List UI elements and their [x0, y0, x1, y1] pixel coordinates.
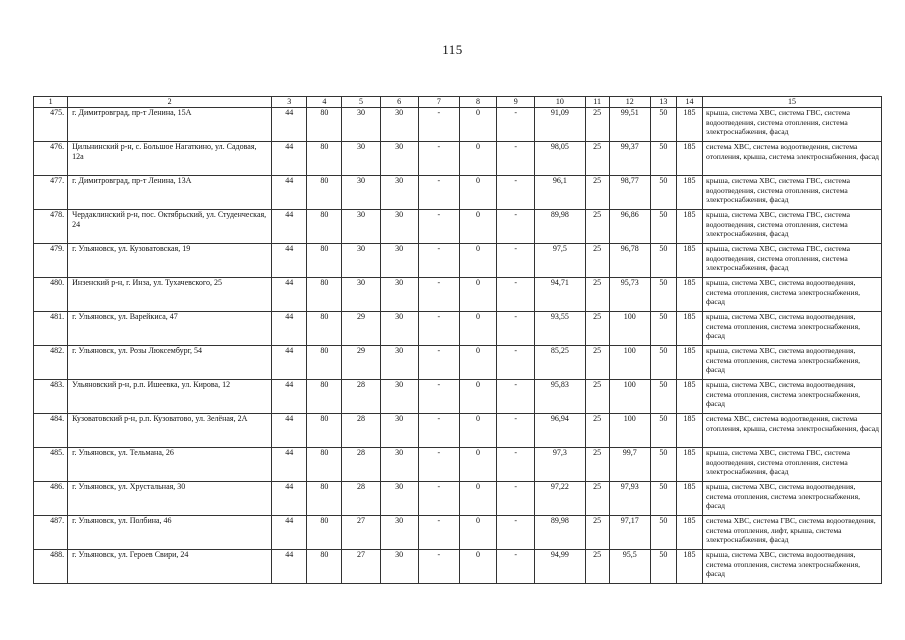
row-number: 475. [34, 108, 68, 142]
value-cell: 94,99 [535, 550, 585, 584]
table-row [34, 448, 882, 482]
value-cell: 28 [342, 482, 380, 516]
works-list-cell: крыша, система ХВС, система ГВС, система водоотведения, система отопления, система электроснабжения, фасад [703, 176, 882, 210]
value-cell: 100 [609, 414, 650, 448]
value-cell: 89,98 [535, 516, 585, 550]
works-list-cell: крыша, система ХВС, система ГВС, система водоотведения, система отопления, система электроснабжения, фасад [703, 244, 882, 278]
column-header: 14 [676, 97, 702, 108]
value-cell: 30 [380, 346, 418, 380]
value-cell: 30 [380, 312, 418, 346]
works-list-cell: крыша, система ХВС, система ГВС, система водоотведения, система отопления, система электроснабжения, фасад [703, 210, 882, 244]
row-number: 480. [34, 278, 68, 312]
value-cell: 30 [380, 516, 418, 550]
value-cell: - [497, 346, 535, 380]
value-cell: 185 [676, 550, 702, 584]
column-header: 2 [68, 97, 272, 108]
value-cell: 93,55 [535, 312, 585, 346]
value-cell: 29 [342, 346, 380, 380]
works-list-cell: система ХВС, система водоотведения, система отопления, крыша, система электроснабжения, фасад [703, 414, 882, 448]
value-cell: 185 [676, 346, 702, 380]
value-cell: 0 [459, 176, 496, 210]
address-cell: Ульяновский р-н, р.п. Ишеевка, ул. Кирова, 12 [68, 380, 272, 414]
value-cell: - [497, 516, 535, 550]
value-cell: 185 [676, 244, 702, 278]
value-cell: 30 [342, 108, 380, 142]
works-list-cell: система ХВС, система ГВС, система водоотведения, система отопления, лифт, крыша, система электроснабжения, фасад [703, 516, 882, 550]
value-cell: - [418, 108, 459, 142]
value-cell: - [418, 550, 459, 584]
value-cell: 50 [650, 482, 676, 516]
value-cell: 95,83 [535, 380, 585, 414]
value-cell: 89,98 [535, 210, 585, 244]
value-cell: 97,22 [535, 482, 585, 516]
table-row [34, 312, 882, 346]
value-cell: 80 [307, 176, 342, 210]
value-cell: - [497, 448, 535, 482]
value-cell: 80 [307, 346, 342, 380]
value-cell: 185 [676, 482, 702, 516]
page-number: 115 [442, 42, 463, 57]
value-cell: 80 [307, 312, 342, 346]
address-cell: Кузоватовский р-н, р.п. Кузоватово, ул. Зелёная, 2А [68, 414, 272, 448]
value-cell: 185 [676, 210, 702, 244]
value-cell: 50 [650, 312, 676, 346]
value-cell: - [497, 482, 535, 516]
address-cell: г. Ульяновск, ул. Хрустальная, 30 [68, 482, 272, 516]
column-header: 11 [585, 97, 609, 108]
value-cell: 44 [272, 482, 307, 516]
value-cell: 25 [585, 414, 609, 448]
address-cell: Чердаклинский р-н, пос. Октябрьский, ул. Студенческая, 24 [68, 210, 272, 244]
value-cell: 91,09 [535, 108, 585, 142]
row-number: 481. [34, 312, 68, 346]
value-cell: - [418, 346, 459, 380]
works-list-cell: крыша, система ХВС, система водоотведения, система отопления, система электроснабжения, фасад [703, 550, 882, 584]
value-cell: 30 [380, 550, 418, 584]
value-cell: 80 [307, 380, 342, 414]
value-cell: 50 [650, 380, 676, 414]
table-row [34, 482, 882, 516]
works-list-cell: крыша, система ХВС, система водоотведения, система отопления, система электроснабжения, фасад [703, 380, 882, 414]
value-cell: 97,3 [535, 448, 585, 482]
value-cell: 30 [380, 482, 418, 516]
works-list-cell: система ХВС, система водоотведения, система отопления, крыша, система электроснабжения, фасад [703, 142, 882, 176]
address-cell: Инзенский р-н, г. Инза, ул. Тухачевского, 25 [68, 278, 272, 312]
value-cell: 99,7 [609, 448, 650, 482]
value-cell: 80 [307, 516, 342, 550]
value-cell: 80 [307, 142, 342, 176]
value-cell: 25 [585, 448, 609, 482]
column-header: 8 [459, 97, 496, 108]
value-cell: - [418, 210, 459, 244]
column-header: 1 [34, 97, 68, 108]
value-cell: 44 [272, 414, 307, 448]
value-cell: 50 [650, 448, 676, 482]
value-cell: 99,51 [609, 108, 650, 142]
value-cell: 98,05 [535, 142, 585, 176]
value-cell: 25 [585, 482, 609, 516]
value-cell: 28 [342, 380, 380, 414]
value-cell: 0 [459, 142, 496, 176]
value-cell: - [418, 414, 459, 448]
value-cell: - [497, 312, 535, 346]
value-cell: 97,5 [535, 244, 585, 278]
table-row [34, 210, 882, 244]
value-cell: 96,1 [535, 176, 585, 210]
value-cell: - [497, 142, 535, 176]
value-cell: 80 [307, 550, 342, 584]
row-number: 477. [34, 176, 68, 210]
value-cell: 25 [585, 244, 609, 278]
value-cell: 0 [459, 550, 496, 584]
row-number: 486. [34, 482, 68, 516]
value-cell: 25 [585, 142, 609, 176]
table-row [34, 108, 882, 142]
table-row [34, 346, 882, 380]
row-number: 488. [34, 550, 68, 584]
value-cell: - [418, 448, 459, 482]
value-cell: 0 [459, 346, 496, 380]
value-cell: 44 [272, 346, 307, 380]
value-cell: - [497, 550, 535, 584]
value-cell: 44 [272, 550, 307, 584]
value-cell: 44 [272, 380, 307, 414]
address-cell: г. Димитровград, пр-т Ленина, 15А [68, 108, 272, 142]
column-header: 3 [272, 97, 307, 108]
value-cell: 185 [676, 516, 702, 550]
address-cell: г. Ульяновск, ул. Кузоватовская, 19 [68, 244, 272, 278]
value-cell: - [418, 176, 459, 210]
value-cell: 44 [272, 516, 307, 550]
value-cell: 0 [459, 108, 496, 142]
value-cell: - [418, 278, 459, 312]
value-cell: 44 [272, 142, 307, 176]
column-header: 10 [535, 97, 585, 108]
address-cell: г. Ульяновск, ул. Варейкиса, 47 [68, 312, 272, 346]
address-cell: г. Ульяновск, ул. Розы Люксембург, 54 [68, 346, 272, 380]
value-cell: - [418, 312, 459, 346]
value-cell: 44 [272, 448, 307, 482]
address-cell: г. Ульяновск, ул. Тельмана, 26 [68, 448, 272, 482]
value-cell: 50 [650, 346, 676, 380]
value-cell: 28 [342, 448, 380, 482]
value-cell: 96,94 [535, 414, 585, 448]
value-cell: 0 [459, 312, 496, 346]
row-number: 478. [34, 210, 68, 244]
value-cell: 50 [650, 210, 676, 244]
housing-register-table [33, 96, 882, 584]
value-cell: 96,86 [609, 210, 650, 244]
value-cell: 0 [459, 244, 496, 278]
value-cell: 185 [676, 108, 702, 142]
value-cell: 97,93 [609, 482, 650, 516]
column-header: 15 [703, 97, 882, 108]
value-cell: 0 [459, 414, 496, 448]
column-header: 5 [342, 97, 380, 108]
value-cell: 185 [676, 380, 702, 414]
address-cell: г. Ульяновск, ул. Героев Свири, 24 [68, 550, 272, 584]
value-cell: 44 [272, 210, 307, 244]
row-number: 476. [34, 142, 68, 176]
works-list-cell: крыша, система ХВС, система ГВС, система водоотведения, система отопления, система электроснабжения, фасад [703, 448, 882, 482]
value-cell: 44 [272, 278, 307, 312]
value-cell: 0 [459, 210, 496, 244]
value-cell: 0 [459, 380, 496, 414]
address-cell: г. Ульяновск, ул. Полбина, 46 [68, 516, 272, 550]
value-cell: 85,25 [535, 346, 585, 380]
value-cell: 30 [342, 176, 380, 210]
value-cell: - [497, 244, 535, 278]
value-cell: 25 [585, 312, 609, 346]
value-cell: 25 [585, 380, 609, 414]
value-cell: 0 [459, 482, 496, 516]
value-cell: 44 [272, 176, 307, 210]
value-cell: 80 [307, 482, 342, 516]
value-cell: 50 [650, 108, 676, 142]
value-cell: 30 [380, 244, 418, 278]
value-cell: - [497, 278, 535, 312]
value-cell: 50 [650, 516, 676, 550]
value-cell: 30 [342, 278, 380, 312]
value-cell: 96,78 [609, 244, 650, 278]
value-cell: 94,71 [535, 278, 585, 312]
value-cell: 80 [307, 414, 342, 448]
value-cell: 50 [650, 244, 676, 278]
value-cell: 30 [380, 380, 418, 414]
column-header: 4 [307, 97, 342, 108]
value-cell: 50 [650, 176, 676, 210]
works-list-cell: крыша, система ХВС, система водоотведения, система отопления, система электроснабжения, фасад [703, 312, 882, 346]
value-cell: 185 [676, 278, 702, 312]
value-cell: 185 [676, 176, 702, 210]
value-cell: - [497, 210, 535, 244]
value-cell: 50 [650, 142, 676, 176]
value-cell: 185 [676, 312, 702, 346]
column-number-row [34, 97, 882, 108]
table-row [34, 142, 882, 176]
value-cell: 27 [342, 516, 380, 550]
table-row [34, 176, 882, 210]
column-header: 12 [609, 97, 650, 108]
value-cell: 80 [307, 244, 342, 278]
value-cell: - [497, 414, 535, 448]
value-cell: - [418, 380, 459, 414]
value-cell: 30 [380, 448, 418, 482]
table-row [34, 380, 882, 414]
value-cell: 0 [459, 278, 496, 312]
works-list-cell: крыша, система ХВС, система ГВС, система водоотведения, система отопления, система электроснабжения, фасад [703, 108, 882, 142]
value-cell: 25 [585, 278, 609, 312]
column-header: 6 [380, 97, 418, 108]
value-cell: 29 [342, 312, 380, 346]
address-cell: Цильнинский р-н, с. Большое Нагаткино, ул. Садовая, 12а [68, 142, 272, 176]
value-cell: - [418, 244, 459, 278]
table-row [34, 550, 882, 584]
table-body [34, 108, 882, 584]
value-cell: 44 [272, 108, 307, 142]
value-cell: - [418, 482, 459, 516]
value-cell: - [418, 142, 459, 176]
value-cell: 30 [380, 414, 418, 448]
value-cell: 25 [585, 108, 609, 142]
value-cell: 25 [585, 346, 609, 380]
value-cell: 185 [676, 414, 702, 448]
value-cell: 44 [272, 244, 307, 278]
value-cell: 30 [342, 210, 380, 244]
value-cell: 50 [650, 278, 676, 312]
row-number: 485. [34, 448, 68, 482]
value-cell: 30 [380, 108, 418, 142]
value-cell: 50 [650, 414, 676, 448]
address-cell: г. Димитровград, пр-т Ленина, 13А [68, 176, 272, 210]
table-row [34, 414, 882, 448]
table-row [34, 516, 882, 550]
works-list-cell: крыша, система ХВС, система водоотведения, система отопления, система электроснабжения, фасад [703, 346, 882, 380]
value-cell: - [497, 380, 535, 414]
value-cell: 100 [609, 380, 650, 414]
value-cell: 98,77 [609, 176, 650, 210]
value-cell: 25 [585, 210, 609, 244]
value-cell: 185 [676, 142, 702, 176]
row-number: 484. [34, 414, 68, 448]
value-cell: 99,37 [609, 142, 650, 176]
value-cell: 30 [380, 210, 418, 244]
value-cell: 30 [342, 244, 380, 278]
row-number: 479. [34, 244, 68, 278]
value-cell: 44 [272, 312, 307, 346]
value-cell: 95,73 [609, 278, 650, 312]
table-row [34, 244, 882, 278]
table-row [34, 278, 882, 312]
value-cell: - [497, 108, 535, 142]
value-cell: 27 [342, 550, 380, 584]
value-cell: 80 [307, 210, 342, 244]
column-header: 13 [650, 97, 676, 108]
value-cell: 30 [342, 142, 380, 176]
value-cell: 80 [307, 108, 342, 142]
value-cell: 25 [585, 550, 609, 584]
value-cell: 25 [585, 176, 609, 210]
row-number: 487. [34, 516, 68, 550]
value-cell: 50 [650, 550, 676, 584]
value-cell: 185 [676, 448, 702, 482]
column-header: 7 [418, 97, 459, 108]
value-cell: 0 [459, 516, 496, 550]
value-cell: 100 [609, 312, 650, 346]
value-cell: - [497, 176, 535, 210]
value-cell: 95,5 [609, 550, 650, 584]
row-number: 483. [34, 380, 68, 414]
value-cell: 30 [380, 278, 418, 312]
row-number: 482. [34, 346, 68, 380]
value-cell: 100 [609, 346, 650, 380]
value-cell: 97,17 [609, 516, 650, 550]
value-cell: 0 [459, 448, 496, 482]
value-cell: - [418, 516, 459, 550]
value-cell: 80 [307, 448, 342, 482]
value-cell: 80 [307, 278, 342, 312]
value-cell: 30 [380, 176, 418, 210]
value-cell: 25 [585, 516, 609, 550]
works-list-cell: крыша, система ХВС, система водоотведения, система отопления, система электроснабжения, фасад [703, 482, 882, 516]
value-cell: 30 [380, 142, 418, 176]
column-header: 9 [497, 97, 535, 108]
value-cell: 28 [342, 414, 380, 448]
works-list-cell: крыша, система ХВС, система водоотведения, система отопления, система электроснабжения, фасад [703, 278, 882, 312]
